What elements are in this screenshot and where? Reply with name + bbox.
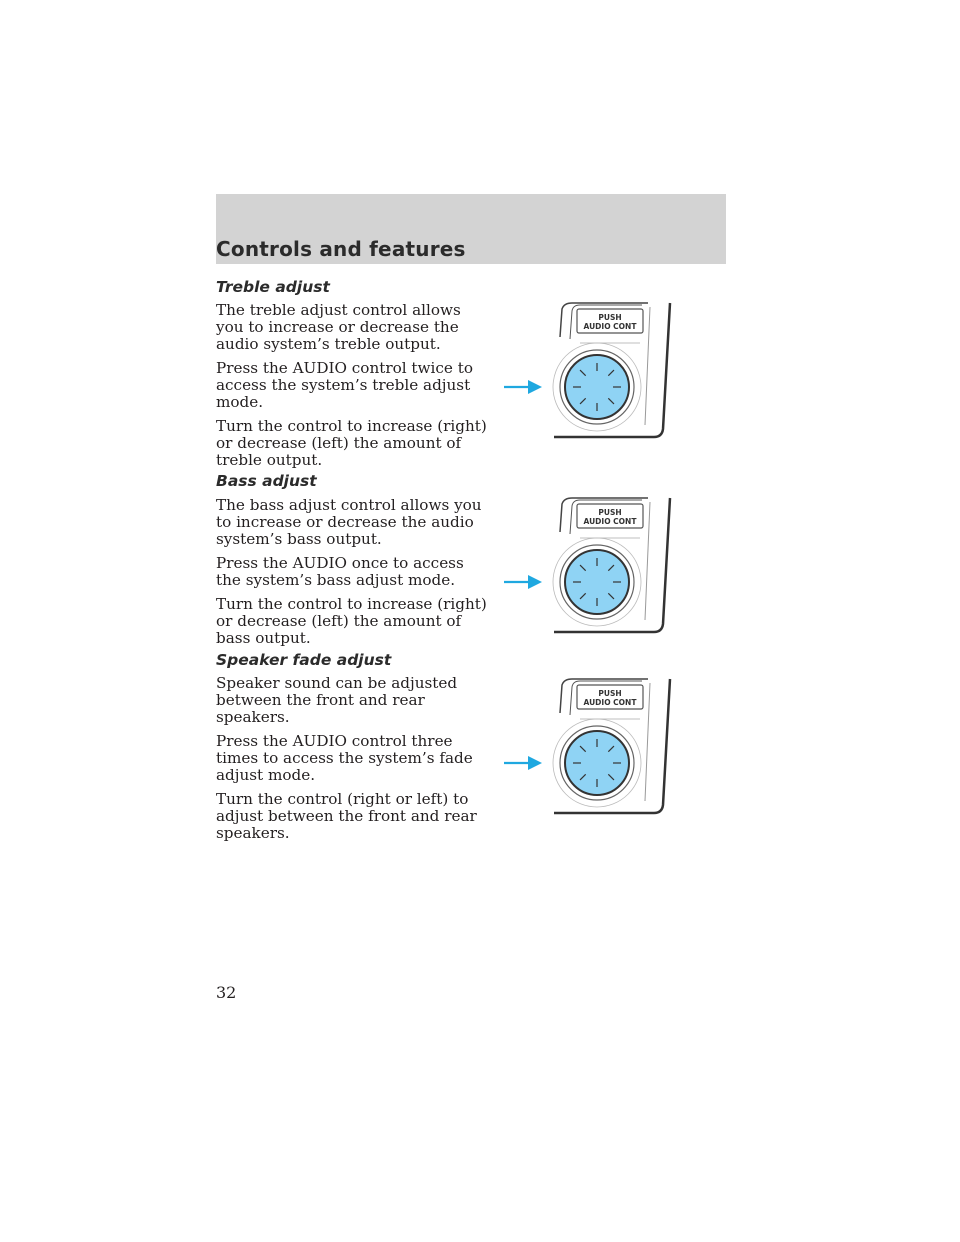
- audio-control-illustration: [500, 297, 680, 447]
- arrow-head-icon: [528, 756, 542, 770]
- paragraph: Turn the control (right or left) to adjust between the front and rear speakers.: [216, 790, 477, 843]
- paragraph: Turn the control to increase (right) or decrease (left) the amount of treble output.: [216, 417, 487, 470]
- paragraph: Press the AUDIO control twice to access the system’s treble adjust mode.: [216, 359, 473, 412]
- arrow-head-icon: [528, 575, 542, 589]
- section-heading-bass: Bass adjust: [216, 472, 317, 490]
- paragraph: Press the AUDIO control three times to access the system’s fade adjust mode.: [216, 732, 473, 785]
- section-heading-fade: Speaker fade adjust: [216, 651, 392, 669]
- audio-control-illustration: [500, 492, 680, 642]
- push-label: PUSH: [598, 689, 622, 698]
- audio-cont-label: AUDIO CONT: [583, 517, 637, 526]
- audio-cont-label: AUDIO CONT: [583, 322, 637, 331]
- arrow-head-icon: [528, 380, 542, 394]
- audio-cont-label: AUDIO CONT: [583, 698, 637, 707]
- paragraph: Press the AUDIO once to access the system’s bass adjust mode.: [216, 554, 464, 590]
- audio-control-illustration: [500, 673, 680, 823]
- paragraph: Turn the control to increase (right) or decrease (left) the amount of bass output.: [216, 595, 487, 648]
- paragraph: Speaker sound can be adjusted between the front and rear speakers.: [216, 674, 458, 727]
- page-title: Controls and features: [216, 237, 466, 261]
- section-heading-treble: Treble adjust: [216, 278, 330, 296]
- page-number: 32: [216, 983, 237, 1002]
- paragraph: The bass adjust control allows you to increase or decrease the audio system’s bass output.: [216, 496, 482, 549]
- paragraph: The treble adjust control allows you to increase or decrease the audio system’s treble output.: [216, 301, 461, 354]
- push-label: PUSH: [598, 508, 622, 517]
- push-label: PUSH: [598, 313, 622, 322]
